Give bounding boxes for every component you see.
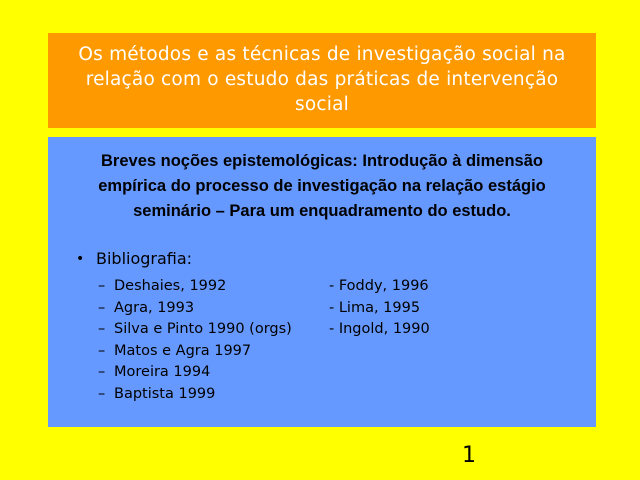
list-item (68, 276, 582, 298)
bullet-icon: • (76, 251, 85, 267)
reference-left: Baptista 1999 (114, 385, 216, 402)
reference-left: Moreira 1994 (114, 364, 211, 380)
page-title: Os métodos e as técnicas de investigação social na relação com o estudo das práticas de intervenção social (78, 44, 566, 115)
bibliography-heading: Bibliografia: (96, 249, 193, 268)
dash-icon: – (98, 299, 106, 316)
reference-left: Silva e Pinto 1990 (orgs) (114, 321, 292, 337)
dash-icon: – (98, 321, 106, 337)
page-number: 1 (462, 443, 476, 468)
bibliography-section (62, 248, 582, 405)
reference-left: Agra, 1993 (114, 299, 195, 316)
reference-right: - Lima, 1995 (329, 299, 421, 316)
dash-icon: – (98, 385, 106, 402)
reference-left: Matos e Agra 1997 (114, 342, 252, 359)
slide-content-box (48, 137, 596, 427)
list-item (68, 384, 582, 406)
dash-icon: – (98, 342, 106, 359)
slide-title-box (48, 33, 596, 128)
list-item (68, 362, 582, 384)
reference-list (68, 276, 582, 405)
reference-left: Deshaies, 1992 (114, 278, 227, 294)
dash-icon: – (98, 364, 106, 380)
reference-right: - Foddy, 1996 (329, 278, 429, 294)
list-item (68, 341, 582, 363)
bibliography-heading-row (68, 248, 582, 270)
dash-icon: – (98, 278, 106, 294)
list-item (68, 319, 582, 341)
reference-right: - Ingold, 1990 (329, 321, 430, 337)
list-item (68, 298, 582, 320)
slide-subtitle: Breves noções epistemológicas: Introdução à dimensão empírica do processo de investigação na relação estágio seminário – Para um enquadramento do estudo. (98, 152, 546, 220)
